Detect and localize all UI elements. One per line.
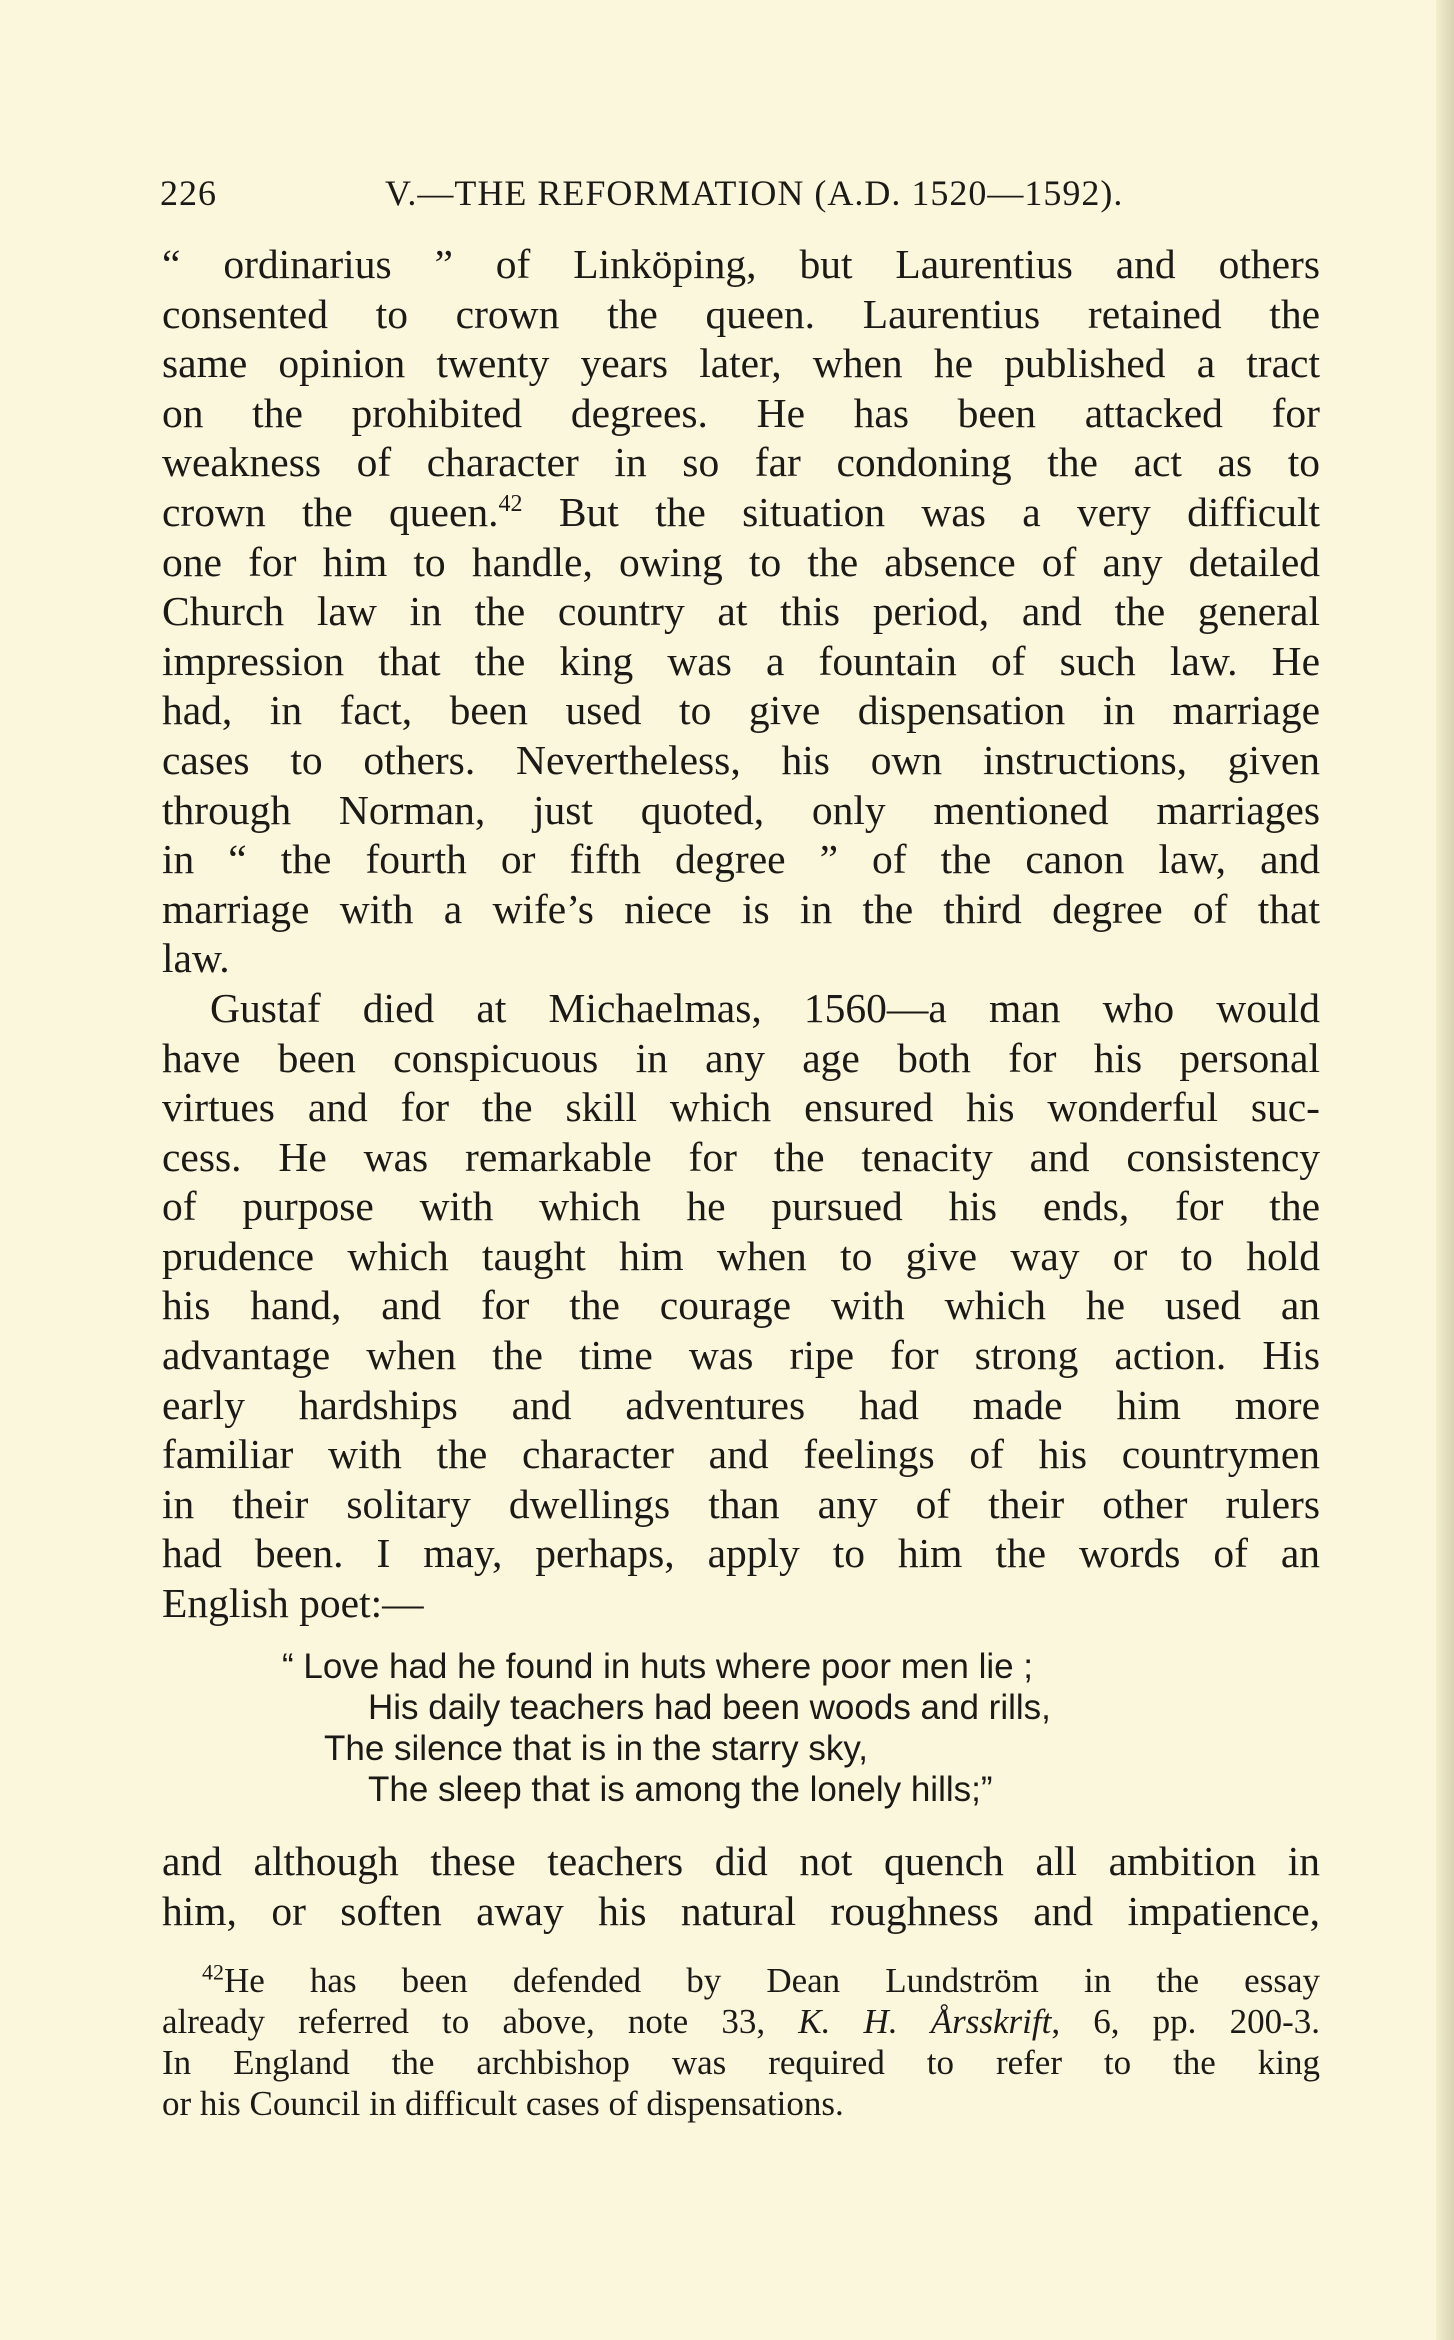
footnote-line: or his Council in difficult cases of dispensations. bbox=[162, 2084, 844, 2123]
text-line: same opinion twenty years later, when he published a tract bbox=[162, 340, 1320, 387]
verse-quotation bbox=[282, 1646, 1182, 1810]
text-fragment: crown the queen. bbox=[162, 488, 499, 535]
footnote-line bbox=[162, 2001, 1320, 2042]
verse-line: His daily teachers had been woods and rills, bbox=[368, 1688, 1051, 1727]
text-line: Gustaf died at Michaelmas, 1560—a man who would bbox=[210, 984, 1320, 1031]
text-line: early hardships and adventures had made him more bbox=[162, 1381, 1320, 1428]
text-line: had been. I may, perhaps, apply to him the words of an bbox=[162, 1530, 1320, 1577]
paragraph-1 bbox=[162, 240, 1320, 984]
text-line: law. bbox=[162, 935, 230, 982]
text-line: prudence which taught him when to give way or to hold bbox=[162, 1232, 1320, 1279]
verse-line: “ Love had he found in huts where poor men lie ; bbox=[282, 1647, 1034, 1686]
text-line: had, in fact, been used to give dispensation in marriage bbox=[162, 687, 1320, 734]
footnote-line: In England the archbishop was required to refer to the king bbox=[162, 2043, 1320, 2082]
paragraph-2 bbox=[162, 984, 1320, 1629]
text-line: his hand, and for the courage with which he used an bbox=[162, 1282, 1320, 1329]
text-line: impression that the king was a fountain of such law. He bbox=[162, 637, 1320, 684]
text-line: through Norman, just quoted, only mentioned marriages bbox=[162, 786, 1320, 833]
text-line: cess. He was remarkable for the tenacity and consistency bbox=[162, 1133, 1320, 1180]
chapter-dates: (A.D. 1520—1592). bbox=[814, 173, 1124, 213]
verse-line: The silence that is in the starry sky, bbox=[324, 1729, 869, 1768]
text-line: and although these teachers did not quench all ambition in bbox=[162, 1838, 1320, 1884]
text-fragment: already referred to above, note 33, bbox=[162, 2002, 799, 2041]
chapter-title: V.—THE REFORMATION bbox=[385, 173, 805, 213]
footnote-line bbox=[162, 1960, 1320, 2001]
page-edge bbox=[1436, 0, 1454, 2340]
text-line: advantage when the time was ripe for strong action. His bbox=[162, 1332, 1320, 1379]
text-line: “ ordinarius ” of Linköping, but Laurentius and others bbox=[162, 241, 1320, 287]
text-line: Church law in the country at this period, and the general bbox=[162, 588, 1320, 635]
text-fragment: He has been defended by Dean Lundström in the essay bbox=[224, 1961, 1320, 2000]
running-head bbox=[160, 172, 1160, 214]
text-line: virtues and for the skill which ensured his wonderful suc- bbox=[162, 1084, 1320, 1131]
footnote-reference[interactable]: 42 bbox=[498, 491, 523, 518]
text-line: English poet:— bbox=[162, 1580, 424, 1627]
text-line: consented to crown the queen. Laurentius retained the bbox=[162, 290, 1320, 337]
journal-title: K. H. Årsskrift bbox=[798, 2002, 1052, 2041]
footnote-marker: 42 bbox=[202, 1959, 224, 1985]
text-line: cases to others. Nevertheless, his own instructions, given bbox=[162, 736, 1320, 783]
text-fragment: , 6, pp. 200-3. bbox=[1051, 2002, 1320, 2041]
text-line: of purpose with which he pursued his ends, for the bbox=[162, 1183, 1320, 1230]
text-line: one for him to handle, owing to the absence of any detailed bbox=[162, 538, 1320, 585]
text-line: marriage with a wife’s niece is in the third degree of that bbox=[162, 885, 1320, 932]
text-line: familiar with the character and feelings of his countrymen bbox=[162, 1431, 1320, 1478]
text-line: on the prohibited degrees. He has been attacked for bbox=[162, 389, 1320, 436]
body-text bbox=[162, 240, 1320, 1629]
text-fragment: But the situation was a very difficult bbox=[522, 488, 1321, 535]
text-line bbox=[162, 488, 1320, 538]
text-line: have been conspicuous in any age both for his personal bbox=[162, 1034, 1320, 1081]
text-line: him, or soften away his natural roughness and impatience, bbox=[162, 1888, 1320, 1934]
verse-line: The sleep that is among the lonely hills;” bbox=[368, 1770, 993, 1809]
footnote bbox=[162, 1960, 1320, 2124]
text-line: weakness of character in so far condoning the act as to bbox=[162, 439, 1320, 486]
text-line: in their solitary dwellings than any of their other rulers bbox=[162, 1480, 1320, 1527]
paragraph-continuation bbox=[162, 1836, 1320, 1936]
page-number: 226 bbox=[160, 173, 217, 213]
text-line: in “ the fourth or fifth degree ” of the canon law, and bbox=[162, 836, 1320, 883]
